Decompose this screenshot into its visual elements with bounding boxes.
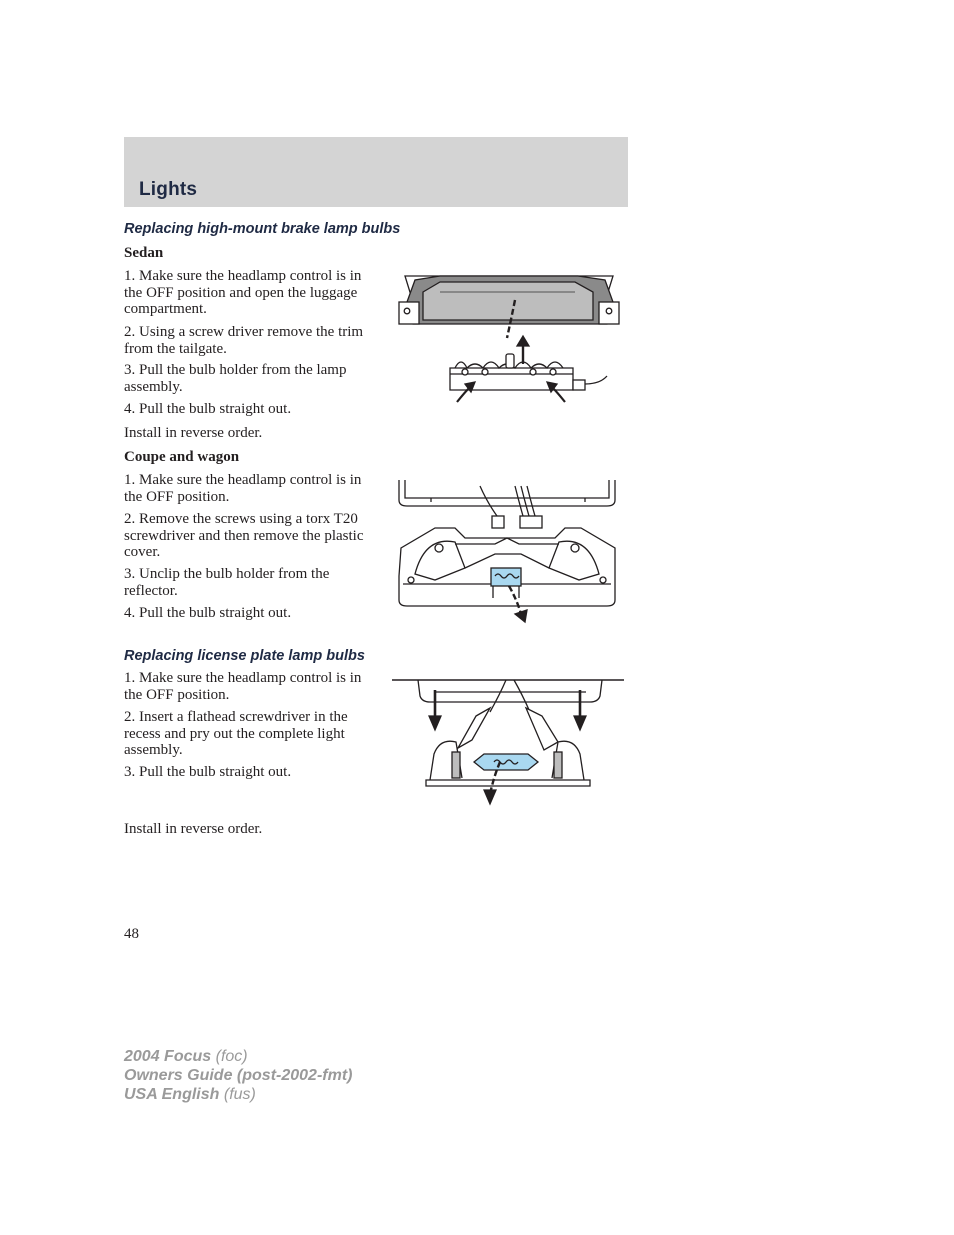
footer-language: USA English: [124, 1086, 220, 1103]
footer-model: 2004 Focus: [124, 1048, 212, 1065]
footer-line-2: [124, 1066, 352, 1085]
footer-language-code: (fus): [223, 1086, 256, 1103]
page-number: 48: [124, 926, 139, 942]
license-step-3: 3. Pull the bulb straight out.: [124, 764, 292, 780]
coupe-step-2: 2. Remove the screws using a torx T20 screwdriver and then remove the plastic cover.: [124, 511, 364, 560]
footer-line-3: [124, 1085, 352, 1104]
coupe-step-1: 1. Make sure the headlamp control is in the OFF position.: [124, 472, 362, 505]
footer-guide: Owners Guide (post-2002-fmt): [124, 1067, 353, 1084]
license-install-note: Install in reverse order.: [124, 821, 263, 837]
coupe-wagon-subhead: Coupe and wagon: [124, 449, 240, 465]
sedan-brake-lamp-diagram: [395, 272, 630, 407]
footer-model-code: (foc): [215, 1048, 248, 1065]
section-title: Lights: [139, 179, 198, 200]
coupe-wagon-brake-lamp-diagram: [395, 476, 620, 626]
license-step-2: 2. Insert a flathead screwdriver in the recess and pry out the complete light assembly.: [124, 709, 348, 758]
section-header-band: [124, 137, 628, 207]
license-plate-heading: Replacing license plate lamp bulbs: [124, 648, 365, 664]
footer-line-1: [124, 1047, 352, 1066]
license-plate-lamp-diagram: [390, 676, 626, 808]
sedan-install-note: Install in reverse order.: [124, 425, 263, 441]
sedan-step-1: 1. Make sure the headlamp control is in the OFF position and open the luggage compartment.: [124, 268, 362, 317]
sedan-step-3: 3. Pull the bulb holder from the lamp assembly.: [124, 362, 347, 395]
sedan-subhead: Sedan: [124, 245, 164, 261]
document-footer: [124, 1047, 352, 1104]
sedan-step-2: 2. Using a screw driver remove the trim from the tailgate.: [124, 324, 364, 357]
sedan-step-4: 4. Pull the bulb straight out.: [124, 401, 292, 417]
license-step-1: 1. Make sure the headlamp control is in the OFF position.: [124, 670, 362, 703]
coupe-step-3: 3. Unclip the bulb holder from the reflector.: [124, 566, 330, 599]
brake-lamp-heading: Replacing high-mount brake lamp bulbs: [124, 221, 401, 237]
coupe-step-4: 4. Pull the bulb straight out.: [124, 605, 292, 621]
